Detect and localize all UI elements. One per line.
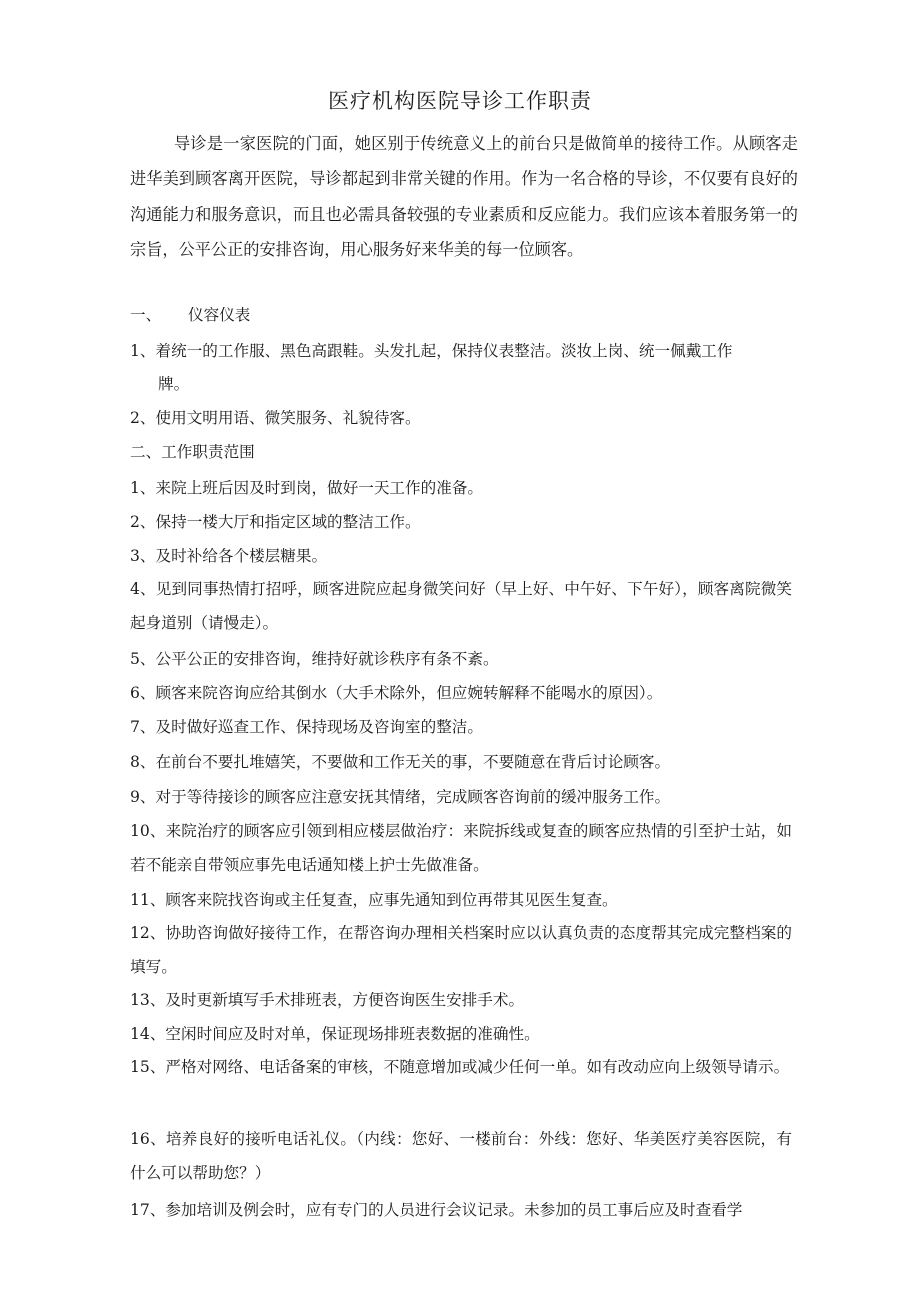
- list-item: 16、培养良好的接听电话礼仪。（内线：您好、一楼前台：外线：您好、华美医疗美容医院，有什么可以帮助您？）: [130, 1130, 792, 1182]
- list-item: 3、及时补给各个楼层糖果。: [130, 547, 328, 565]
- list-item: 1、来院上班后因及时到岗，做好一天工作的准备。: [130, 479, 483, 497]
- list-item: 7、及时做好巡查工作、保持现场及咨询室的整洁。: [130, 718, 483, 736]
- intro-paragraph: 导诊是一家医院的门面，她区别于传统意义上的前台只是做简单的接待工作。从顾客走进华美到顾客离开医院，导诊都起到非常关键的作用。作为一名合格的导诊，不仅要有良好的沟通能力和服务意识，而且也必需具备较强的专业素质和反应能力。我们应该本着服务第一的宗旨，公平公正的安排咨询，用心服务好来华美的每一位顾客。: [130, 134, 798, 259]
- section-1-heading: [130, 303, 250, 327]
- list-item: 14、空闲时间应及时对单，保证现场排班表数据的准确性。: [130, 1025, 540, 1043]
- list-item: 13、及时更新填写手术排班表，方便咨询医生安排手术。: [130, 991, 525, 1009]
- section-1-item-2: 2、使用文明用语、微笑服务、礼貌待客。: [130, 409, 421, 427]
- section-1-item-1-line-2: 牌。: [158, 375, 190, 393]
- list-item: 15、严格对网络、电话备案的审核，不随意增加或减少任何一单。如有改动应向上级领导请示。: [130, 1058, 790, 1076]
- section-2-heading: 二、工作职责范围: [130, 443, 255, 461]
- list-item: 12、协助咨询做好接待工作，在帮咨询办理相关档案时应以认真负责的态度帮其完成完整档案的填写。: [130, 924, 792, 976]
- list-item: 4、见到同事热情打招呼，顾客进院应起身微笑问好（早上好、中午好、下午好），顾客离院微笑起身道别（请慢走）。: [130, 580, 792, 632]
- list-item: 8、在前台不要扎堆嬉笑，不要做和工作无关的事，不要随意在背后讨论顾客。: [130, 753, 671, 771]
- list-item: 10、来院治疗的顾客应引领到相应楼层做治疗：来院拆线或复查的顾客应热情的引至护士站，如若不能亲自带领应事先电话通知楼上护士先做准备。: [130, 822, 792, 874]
- list-item: 2、保持一楼大厅和指定区域的整洁工作。: [130, 513, 421, 531]
- section-1-number: 一、: [130, 306, 162, 324]
- section-1-title: 仪容仪表: [188, 306, 251, 324]
- list-item: 9、对于等待接诊的顾客应注意安抚其情绪，完成顾客咨询前的缓冲服务工作。: [130, 788, 671, 806]
- document-title: 医疗机构医院导诊工作职责: [328, 89, 592, 113]
- section-1-item-1-line-1: 1、着统一的工作服、黑色高跟鞋。头发扎起，保持仪表整洁。淡妆上岗、统一佩戴工作: [130, 342, 733, 360]
- list-item: 17、参加培训及例会时，应有专门的人员进行会议记录。未参加的员工事后应及时查看学: [130, 1201, 743, 1219]
- list-item: 5、公平公正的安排咨询，维持好就诊秩序有条不紊。: [130, 650, 499, 668]
- list-item: 11、顾客来院找咨询或主任复查，应事先通知到位再带其见医生复查。: [130, 891, 618, 909]
- list-item: 6、顾客来院咨询应给其倒水（大手术除外，但应婉转解释不能喝水的原因）。: [130, 684, 663, 702]
